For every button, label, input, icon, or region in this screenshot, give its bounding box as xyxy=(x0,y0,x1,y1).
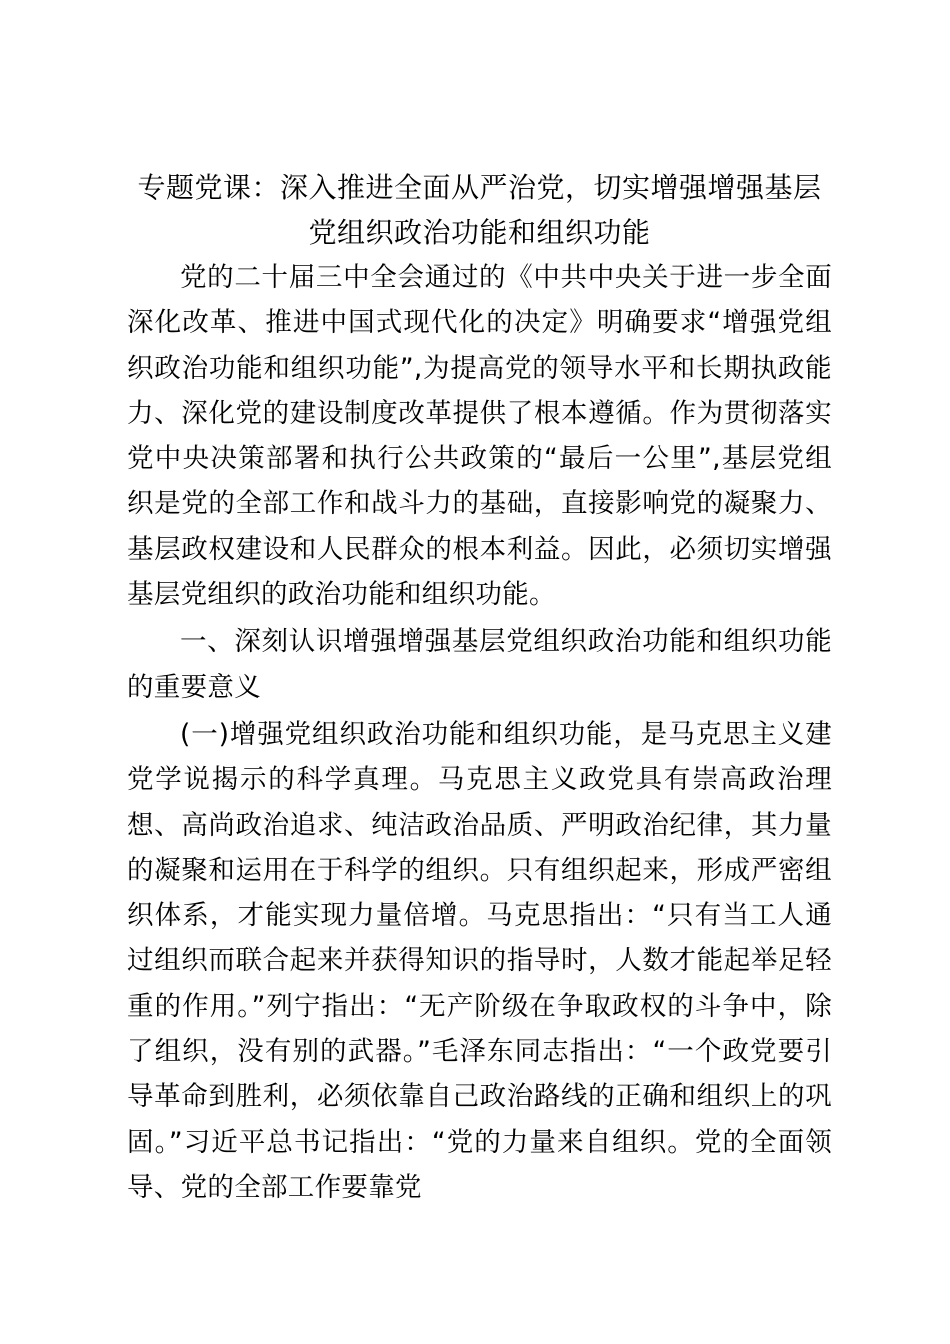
intro-paragraph: 党的二十届三中全会通过的《中共中央关于进一步全面深化改革、推进中国式现代化的决定》明确要求“增强党组织政治功能和组织功能”,为提高党的领导水平和长期执政能力、深化党的建设制度改革提供了根本遵循。作为贯彻落实党中央决策部署和执行公共政策的“最后一公里”,基层党组织是党的全部工作和战斗力的基础，直接影响党的凝聚力、基层政权建设和人民群众的根本利益。因此，必须切实增强基层党组织的政治功能和组织功能。 xyxy=(127,262,832,611)
subsection-paragraph: (一)增强党组织政治功能和组织功能，是马克思主义建党学说揭示的科学真理。马克思主义政党具有崇高政治理想、高尚政治追求、纯洁政治品质、严明政治纪律，其力量的凝聚和运用在于科学的组织。只有组织起来，形成严密组织体系，才能实现力量倍增。马克思指出：“只有当工人通过组织而联合起来并获得知识的指导时，人数才能起举足轻重的作用。”列宁指出：“无产阶级在争取政权的斗争中，除了组织，没有别的武器。”毛泽东同志指出：“一个政党要引导革命到胜利，必须依靠自己政治路线的正确和组织上的巩固。”习近平总书记指出：“党的力量来自组织。党的全面领导、党的全部工作要靠党 xyxy=(127,718,832,1203)
document-title xyxy=(121,165,838,255)
title-line-2: 党组织政治功能和组织功能 xyxy=(308,216,651,249)
document-body xyxy=(127,165,832,1210)
section-heading: 一、深刻认识增强增强基层党组织政治功能和组织功能的重要意义 xyxy=(127,626,832,703)
title-line-1: 专题党课：深入推进全面从严治党，切实增强增强基层 xyxy=(137,171,822,204)
